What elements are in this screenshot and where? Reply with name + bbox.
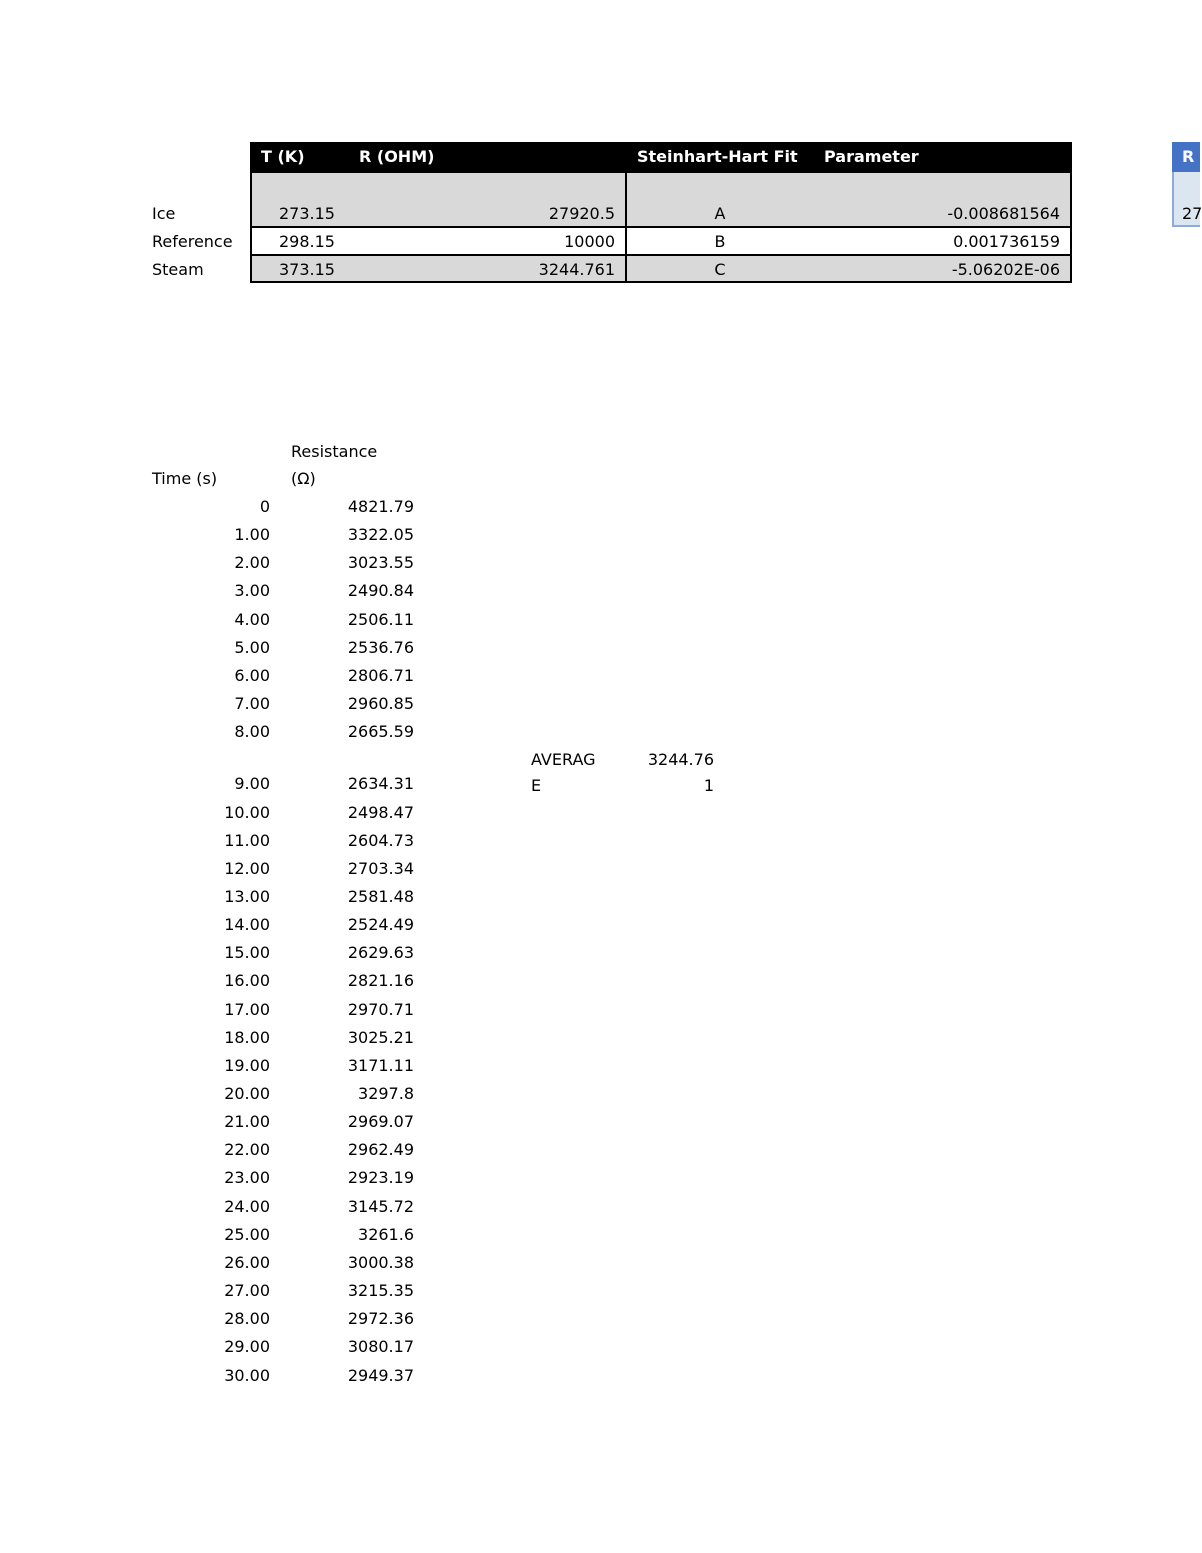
param-value: 0.001736159 [953, 232, 1060, 251]
t-value: 273.15 [279, 204, 335, 223]
resistance-cell: 3000.38 [347, 1253, 414, 1272]
resistance-cell: 2506.11 [347, 610, 414, 629]
resistance-cell: 2629.63 [347, 943, 414, 962]
average-label: AVERAG [531, 750, 596, 769]
resistance-cell: 3145.72 [347, 1197, 414, 1216]
time-cell: 11.00 [224, 831, 270, 850]
time-cell: 19.00 [224, 1056, 270, 1075]
resistance-cell: 2498.47 [347, 803, 414, 822]
resistance-cell: 2634.31 [347, 774, 414, 793]
time-cell: 24.00 [224, 1197, 270, 1216]
time-cell: 23.00 [224, 1168, 270, 1187]
time-cell: 30.00 [224, 1366, 270, 1385]
resistance-cell: 2604.73 [347, 831, 414, 850]
average-label-cont: E [531, 776, 542, 795]
resistance-cell: 2923.19 [347, 1168, 414, 1187]
resistance-cell: 2581.48 [347, 887, 414, 906]
clipped-header-text: R [1182, 147, 1195, 166]
r-value: 3244.761 [538, 260, 615, 279]
r-value: 27920.5 [548, 204, 615, 223]
divider [250, 226, 1072, 228]
resistance-cell: 2970.71 [347, 1000, 414, 1019]
time-cell: 29.00 [224, 1337, 270, 1356]
resistance-cell: 3261.6 [358, 1225, 414, 1244]
resistance-cell: 2962.49 [347, 1140, 414, 1159]
resistance-cell: 2949.37 [347, 1366, 414, 1385]
time-cell: 2.00 [234, 553, 270, 572]
time-cell: 3.00 [234, 581, 270, 600]
time-cell: 16.00 [224, 971, 270, 990]
resistance-cell: 2972.36 [347, 1309, 414, 1328]
row-label-reference: Reference [152, 232, 233, 251]
time-cell: 12.00 [224, 859, 270, 878]
time-cell: 27.00 [224, 1281, 270, 1300]
t-value: 373.15 [279, 260, 335, 279]
resistance-cell: 2490.84 [347, 581, 414, 600]
time-cell: 4.00 [234, 610, 270, 629]
clipped-cell [1172, 172, 1200, 227]
resistance-unit: (Ω) [291, 469, 316, 488]
time-cell: 1.00 [234, 525, 270, 544]
resistance-cell: 2703.34 [347, 859, 414, 878]
divider [625, 171, 627, 283]
resistance-cell: 3215.35 [347, 1281, 414, 1300]
param-value: -5.06202E-06 [951, 260, 1060, 279]
param-letter: B [714, 232, 726, 251]
clipped-header [1172, 142, 1200, 172]
resistance-header: Resistance [291, 442, 378, 461]
r-value: 10000 [564, 232, 615, 251]
resistance-cell: 2806.71 [347, 666, 414, 685]
resistance-cell: 3023.55 [347, 553, 414, 572]
resistance-cell: 2960.85 [347, 694, 414, 713]
resistance-cell: 3080.17 [347, 1337, 414, 1356]
resistance-cell: 2665.59 [347, 722, 414, 741]
param-letter: C [714, 260, 726, 279]
time-cell: 14.00 [224, 915, 270, 934]
header-parameter: Parameter [824, 147, 919, 166]
resistance-cell: 3297.8 [358, 1084, 414, 1103]
divider [250, 171, 1072, 173]
row-label-ice: Ice [152, 204, 176, 223]
header-r: R (OHM) [359, 147, 435, 166]
resistance-cell: 2524.49 [347, 915, 414, 934]
param-letter: A [714, 204, 726, 223]
time-cell: 0 [259, 497, 270, 516]
resistance-cell: 2536.76 [347, 638, 414, 657]
time-cell: 10.00 [224, 803, 270, 822]
t-value: 298.15 [279, 232, 335, 251]
time-cell: 25.00 [224, 1225, 270, 1244]
time-cell: 22.00 [224, 1140, 270, 1159]
average-value: 3244.76 [647, 750, 714, 769]
clipped-value: 27 [1182, 204, 1202, 223]
time-cell: 7.00 [234, 694, 270, 713]
row-label-steam: Steam [152, 260, 204, 279]
time-cell: 21.00 [224, 1112, 270, 1131]
resistance-cell: 3171.11 [347, 1056, 414, 1075]
time-cell: 26.00 [224, 1253, 270, 1272]
resistance-cell: 3322.05 [347, 525, 414, 544]
resistance-cell: 2969.07 [347, 1112, 414, 1131]
header-fit: Steinhart-Hart Fit [637, 147, 798, 166]
time-cell: 9.00 [234, 774, 270, 793]
time-cell: 28.00 [224, 1309, 270, 1328]
time-cell: 8.00 [234, 722, 270, 741]
time-cell: 15.00 [224, 943, 270, 962]
time-cell: 17.00 [224, 1000, 270, 1019]
time-cell: 13.00 [224, 887, 270, 906]
resistance-cell: 3025.21 [347, 1028, 414, 1047]
time-cell: 5.00 [234, 638, 270, 657]
resistance-cell: 2821.16 [347, 971, 414, 990]
clipped-table [1172, 142, 1200, 227]
divider [250, 254, 1072, 256]
param-value: -0.008681564 [947, 204, 1060, 223]
time-cell: 20.00 [224, 1084, 270, 1103]
time-cell: 6.00 [234, 666, 270, 685]
average-value-cont: 1 [703, 776, 714, 795]
time-header: Time (s) [152, 469, 218, 488]
header-t: T (K) [261, 147, 305, 166]
resistance-cell: 4821.79 [347, 497, 414, 516]
time-cell: 18.00 [224, 1028, 270, 1047]
